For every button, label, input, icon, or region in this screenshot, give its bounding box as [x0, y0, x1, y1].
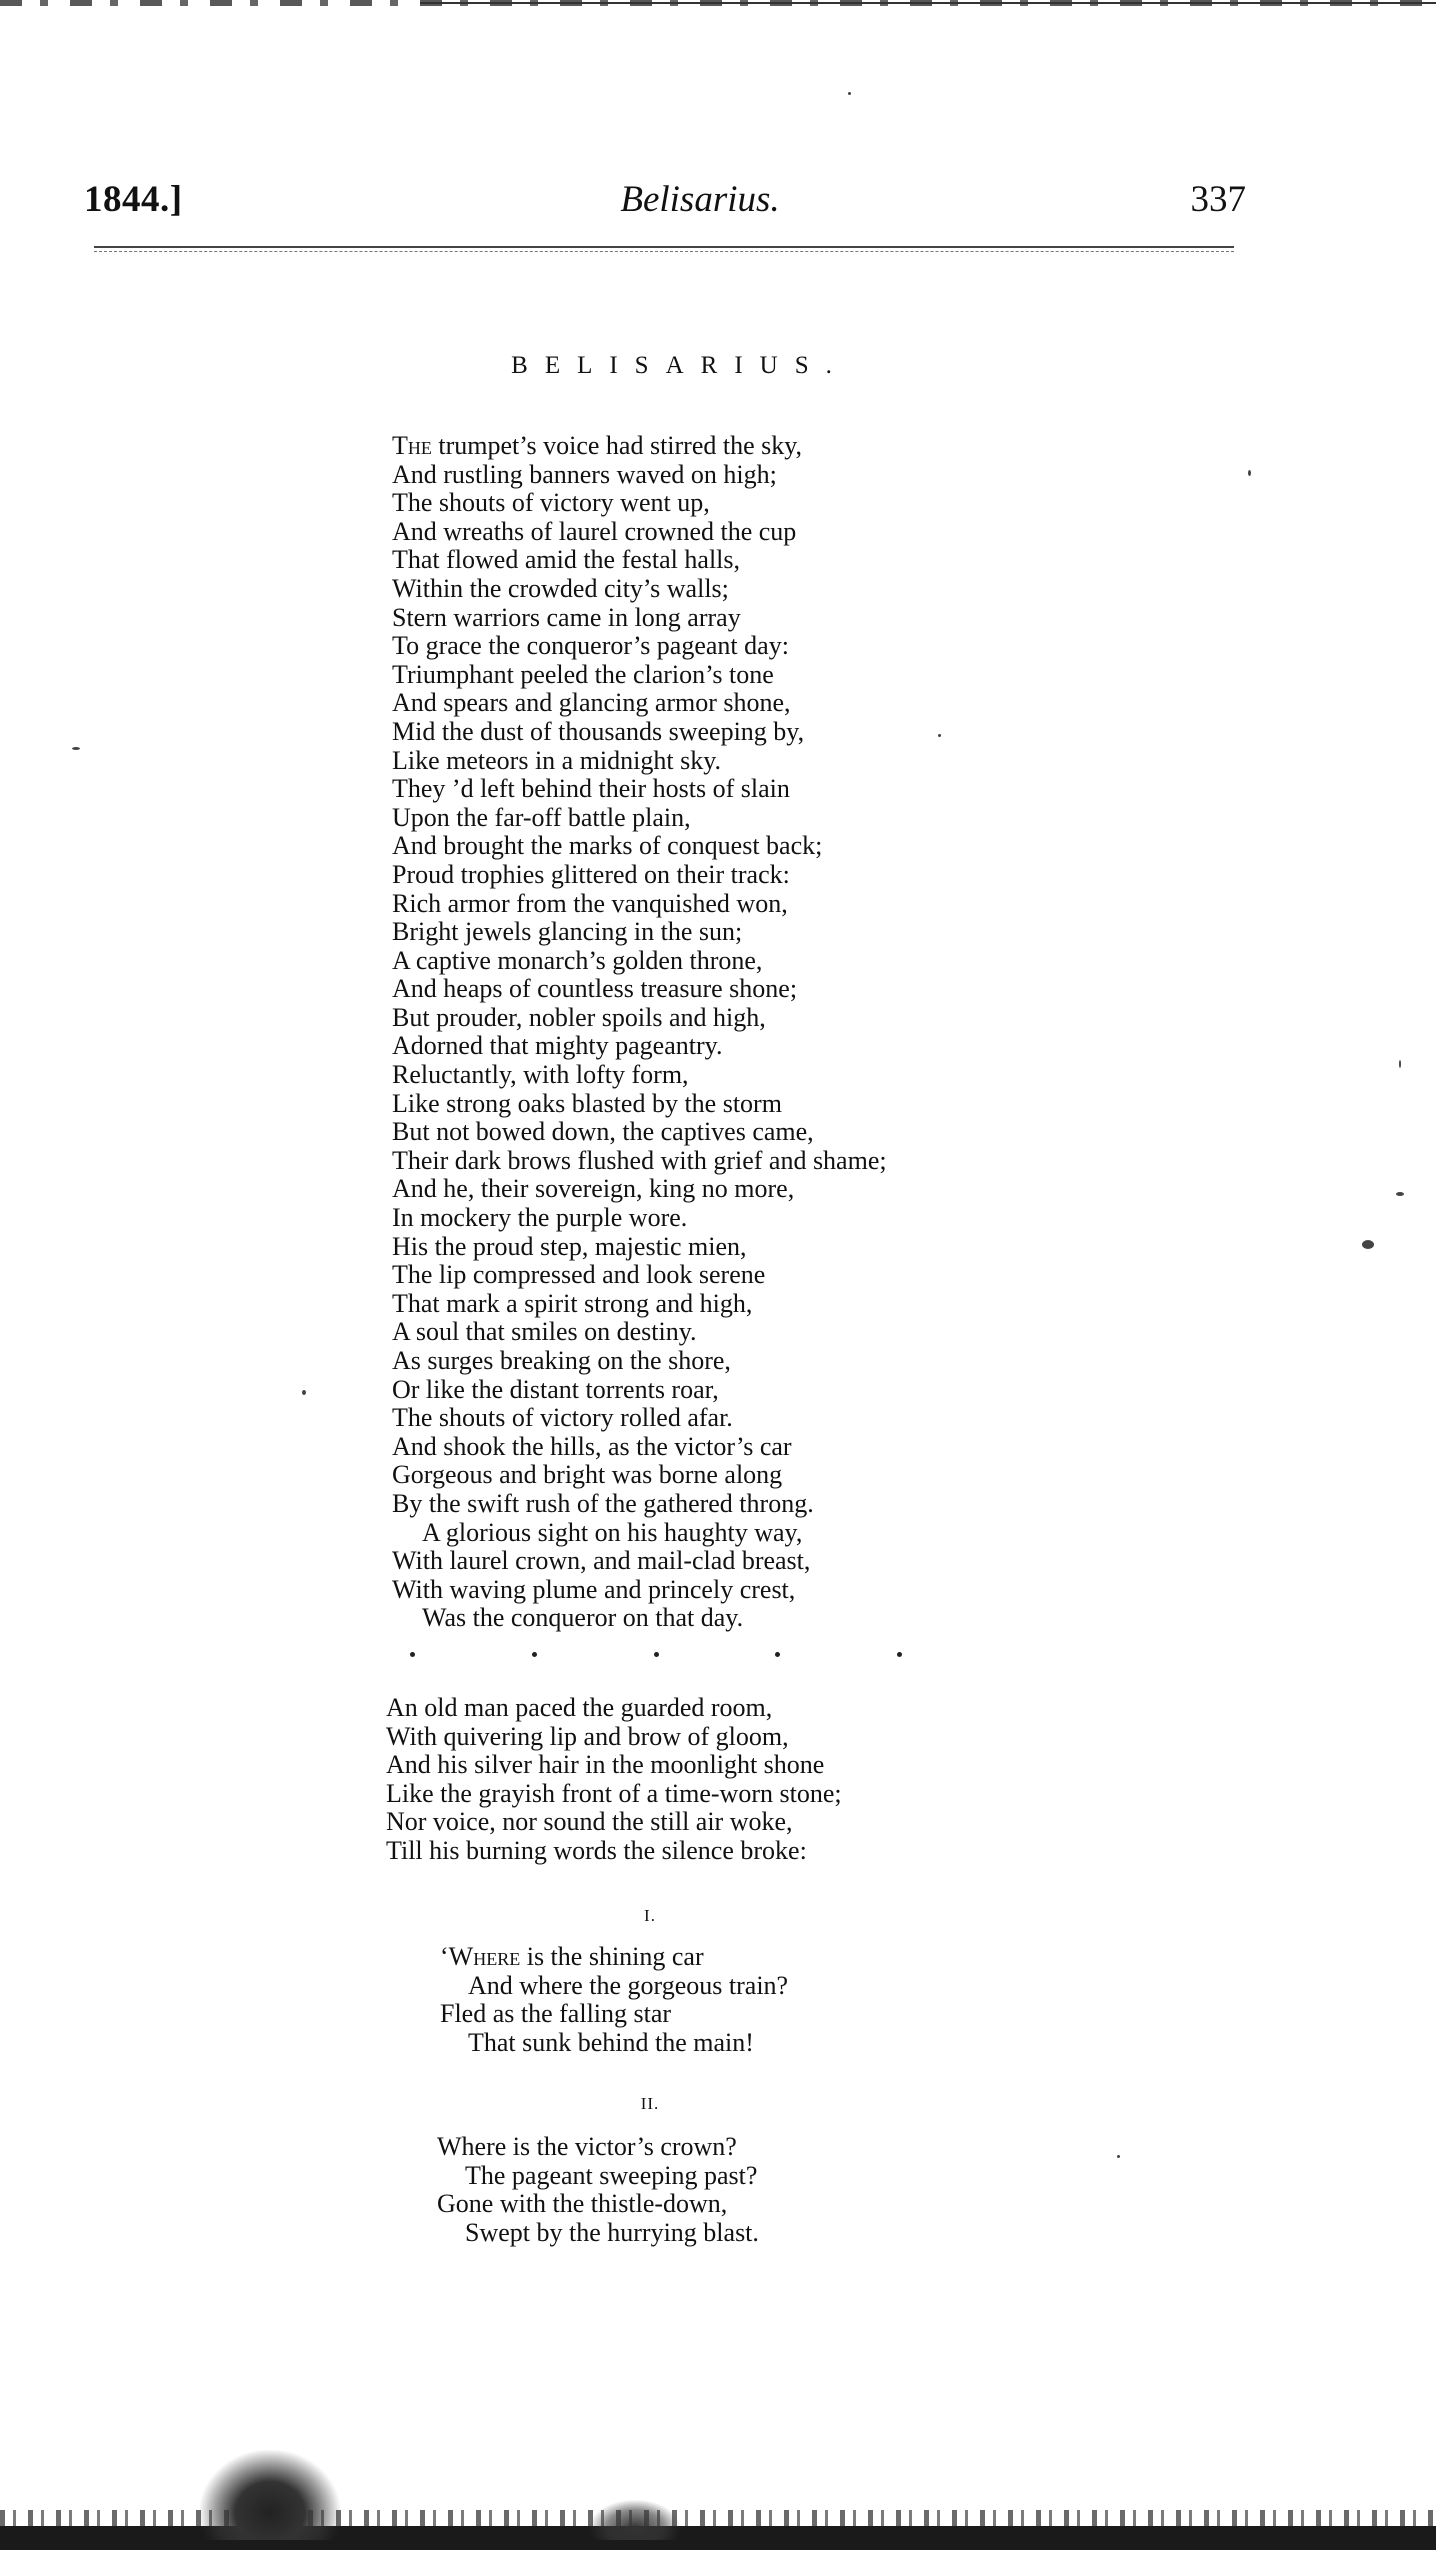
poem-line: Till his burning words the silence broke:	[386, 1835, 807, 1865]
poem-line: And heaps of countless treasure shone;	[392, 974, 798, 1004]
poem-line-indented: Swept by the hurrying blast.	[465, 2217, 759, 2247]
poem-line: A captive monarch’s golden throne,	[392, 945, 763, 975]
poem-line: And spears and glancing armor shone,	[392, 688, 791, 718]
poem-line: Where is the victor’s crown?	[437, 2132, 737, 2161]
scan-speck	[1362, 1240, 1374, 1249]
poem-line: Proud trophies glittered on their track:	[392, 859, 790, 889]
poem-line: And he, their sovereign, king no more,	[392, 1174, 795, 1204]
poem-part-one	[392, 432, 887, 1633]
poem-line: A soul that smiles on destiny.	[392, 1317, 697, 1347]
scan-speck	[1399, 1060, 1401, 1068]
poem-part-two	[386, 1694, 842, 1866]
poem-line: Adorned that mighty pageantry.	[392, 1031, 723, 1061]
poem-line: In mockery the purple wore.	[392, 1203, 688, 1233]
section-break-dot	[532, 1652, 537, 1657]
poem-line	[440, 1943, 788, 1972]
poem-line: Reluctantly, with lofty form,	[392, 1060, 689, 1090]
poem-line: Like the grayish front of a time-worn stone;	[386, 1778, 842, 1808]
poem-line-text: trumpet’s voice had stirred the sky,	[431, 431, 803, 460]
song-stanza-two	[437, 2133, 759, 2247]
header-year: 1844.]	[84, 179, 183, 220]
poem-line-indented: A glorious sight on his haughty way,	[422, 1517, 803, 1547]
poem-line: And his silver hair in the moonlight shone	[386, 1750, 825, 1780]
running-head	[0, 178, 1436, 238]
poem-line: They ’d left behind their hosts of slain	[392, 774, 790, 804]
poem-line: And brought the marks of conquest back;	[392, 831, 823, 861]
poem-line: To grace the conqueror’s pageant day:	[392, 631, 789, 661]
poem-line: That flowed amid the festal halls,	[392, 545, 741, 575]
poem-line: The shouts of victory rolled afar.	[392, 1403, 733, 1433]
scan-speck	[1117, 2155, 1120, 2158]
poem-line: Like strong oaks blasted by the storm	[392, 1088, 782, 1118]
poem-line: As surges breaking on the shore,	[392, 1346, 731, 1375]
stanza-numeral: II.	[640, 2094, 660, 2113]
poem-line: But not bowed down, the captives came,	[392, 1117, 814, 1147]
poem-line: Fled as the falling star	[440, 1999, 672, 2029]
poem-line: Like meteors in a midnight sky.	[392, 745, 722, 775]
header-rule-secondary	[94, 251, 1234, 252]
poem-line-text: is the shining car	[520, 1942, 704, 1971]
section-break-dots	[386, 1652, 926, 1672]
poem-line: Triumphant peeled the clarion’s tone	[392, 659, 774, 689]
poem-line: The shouts of victory went up,	[392, 488, 710, 518]
section-break-dot	[654, 1652, 659, 1657]
section-break-dot	[410, 1652, 415, 1657]
poem-title: BELISARIUS.	[511, 352, 849, 379]
poem-line: And wreaths of laurel crowned the cup	[392, 516, 797, 546]
poem-line: Mid the dust of thousands sweeping by,	[392, 716, 805, 746]
header-page-number: 337	[1190, 179, 1246, 220]
poem-line: Gone with the thistle-down,	[437, 2189, 728, 2219]
poem-line: Or like the distant torrents roar,	[392, 1374, 719, 1404]
poem-line: But prouder, nobler spoils and high,	[392, 1002, 766, 1032]
poem-line: An old man paced the guarded room,	[386, 1693, 773, 1722]
poem-line: Gorgeous and bright was borne along	[392, 1460, 783, 1490]
scan-speck	[1248, 470, 1251, 476]
poem-line: Their dark brows flushed with grief and shame;	[392, 1145, 887, 1175]
poem-line-indented: And where the gorgeous train?	[468, 1970, 789, 2000]
poem-line: With laurel crown, and mail-clad breast,	[392, 1546, 811, 1576]
scan-speck	[72, 747, 80, 750]
poem-line: Upon the far-off battle plain,	[392, 802, 691, 832]
poem-line: The lip compressed and look serene	[392, 1260, 766, 1290]
poem-line: Within the crowded city’s walls;	[392, 573, 729, 603]
scan-ink-blot	[200, 2450, 340, 2540]
scan-speck	[302, 1390, 306, 1395]
poem-line: Rich armor from the vanquished won,	[392, 888, 788, 918]
opening-word: The	[392, 431, 432, 460]
opening-word: Where	[448, 1942, 521, 1971]
poem-line: That mark a spirit strong and high,	[392, 1288, 753, 1318]
scan-ink-blot	[590, 2500, 680, 2540]
poem-line: And rustling banners waved on high;	[392, 459, 777, 489]
poem-line: His the proud step, majestic mien,	[392, 1231, 747, 1261]
poem-line: And shook the hills, as the victor’s car	[392, 1431, 792, 1461]
poem-line-indented: The pageant sweeping past?	[465, 2160, 758, 2190]
scan-edge-top-line	[420, 2, 1436, 4]
poem-line: Bright jewels glancing in the sun;	[392, 917, 743, 947]
poem-line-indented: That sunk behind the main!	[468, 2027, 754, 2057]
poem-line: With quivering lip and brow of gloom,	[386, 1721, 789, 1751]
opening-quote: ‘	[440, 1942, 449, 1971]
section-break-dot	[897, 1652, 902, 1657]
scan-speck	[938, 734, 941, 737]
header-rule	[94, 246, 1234, 248]
song-stanza-one	[440, 1943, 788, 2057]
header-running-title: Belisarius.	[620, 179, 780, 220]
poem-line: Nor voice, nor sound the still air woke,	[386, 1807, 793, 1837]
scan-speck	[848, 92, 851, 95]
poem-line	[392, 432, 887, 461]
poem-line-indented: Was the conqueror on that day.	[422, 1603, 744, 1633]
poem-line: With waving plume and princely crest,	[392, 1574, 796, 1604]
poem-line: Stern warriors came in long array	[392, 602, 741, 632]
scan-speck	[1396, 1192, 1404, 1196]
stanza-numeral: I.	[644, 1906, 656, 1925]
section-break-dot	[775, 1652, 780, 1657]
poem-line: By the swift rush of the gathered throng.	[392, 1488, 814, 1518]
